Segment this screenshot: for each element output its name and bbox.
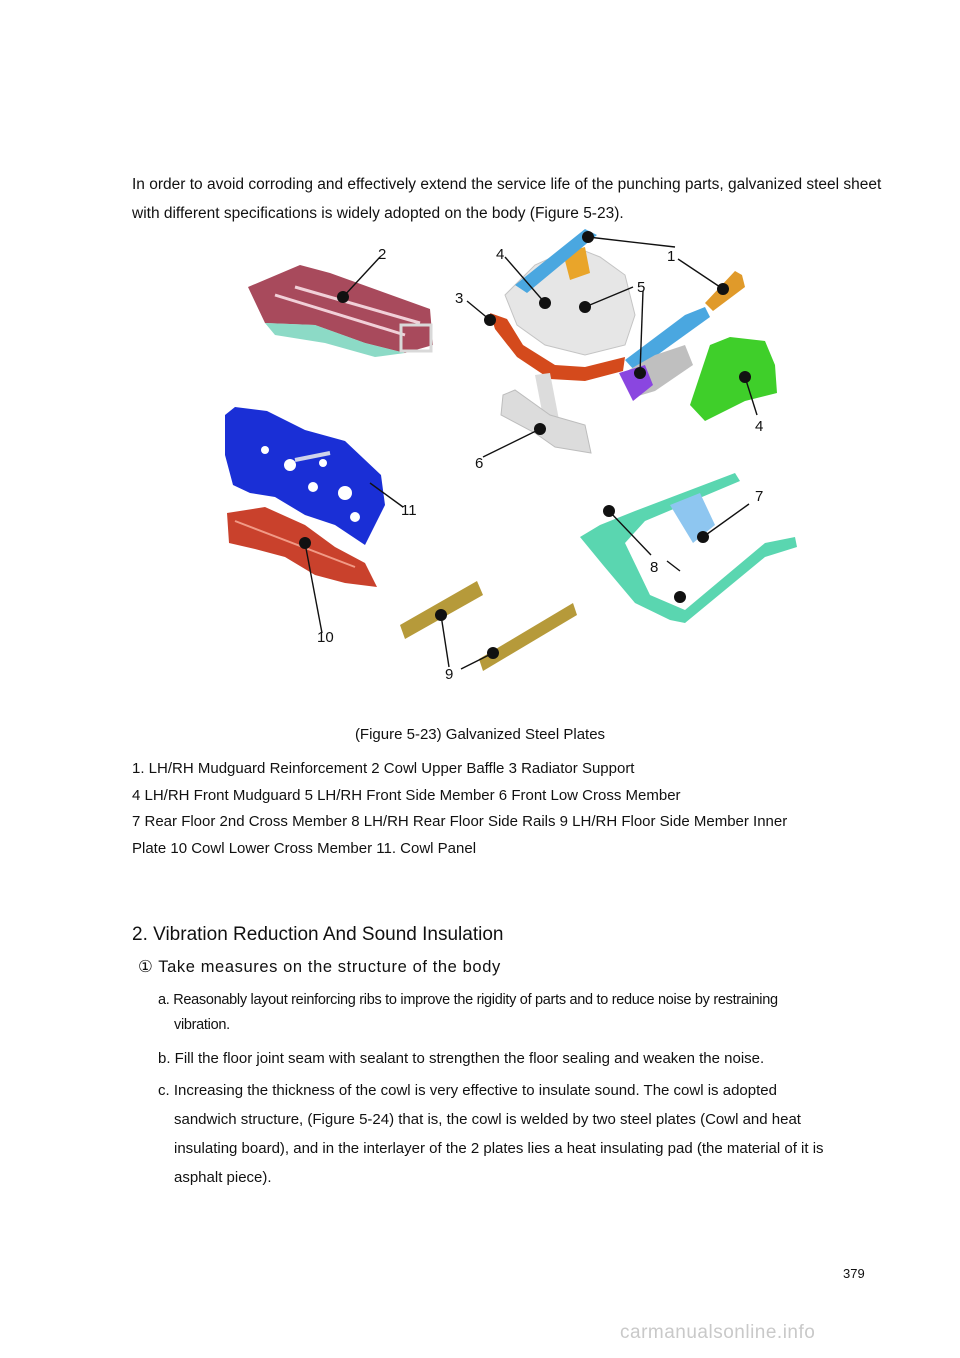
- watermark: carmanualsonline.info: [620, 1322, 816, 1343]
- callout-label-9: 9: [445, 666, 454, 683]
- item-a-line2: vibration.: [174, 1017, 230, 1033]
- callout-label-8: 8: [650, 559, 659, 576]
- callout-label-1: 1: [667, 248, 676, 265]
- figure-caption: (Figure 5-23) Galvanized Steel Plates: [354, 726, 606, 743]
- item-c-line4: asphalt piece).: [174, 1169, 272, 1186]
- legend-line: 4 LH/RH Front Mudguard 5 LH/RH Front Side Member 6 Front Low Cross Member: [132, 786, 681, 804]
- callout-label-4: 4: [496, 246, 505, 263]
- galvanized-steel-figure: [205, 225, 805, 715]
- list-item: [158, 988, 878, 1038]
- callout-label-5: 5: [637, 279, 646, 296]
- item-c-line3: insulating board), and in the interlayer of the 2 plates lies a heat insulating pad (the material of it is: [174, 1140, 824, 1157]
- intro-paragraph: In order to avoid corroding and effectively extend the service life of the punching parts, galvanized steel sheet with different specifications is widely adopted on the body (Figure 5-23).: [132, 176, 882, 222]
- legend-line: 1. LH/RH Mudguard Reinforcement 2 Cowl Upper Baffle 3 Radiator Support: [132, 760, 635, 777]
- subsection-heading: ① Take measures on the structure of the body: [138, 958, 501, 976]
- front-mudguard-part: [690, 337, 777, 421]
- figure-legend: [132, 756, 892, 862]
- item-c-line1: c. Increasing the thickness of the cowl is very effective to insulate sound. The cowl is adopted: [158, 1082, 777, 1099]
- list-item: [158, 1046, 878, 1071]
- page-number: 379: [843, 1266, 865, 1281]
- legend-line: Plate 10 Cowl Lower Cross Member 11. Cowl Panel: [132, 839, 477, 857]
- callout-label-6: 6: [475, 455, 484, 472]
- callout-label-10: 10: [317, 629, 334, 646]
- callout-label-11: 11: [401, 502, 417, 519]
- callout-label-3: 3: [455, 290, 464, 307]
- section-heading: 2. Vibration Reduction And Sound Insulation: [132, 924, 504, 945]
- list-item: [158, 1076, 878, 1192]
- item-c-line2: sandwich structure, (Figure 5-24) that is, the cowl is welded by two steel plates (Cowl and heat: [174, 1111, 801, 1128]
- item-b-text: b. Fill the floor joint seam with sealant to strengthen the floor sealing and weaken the noise.: [158, 1050, 765, 1067]
- item-a-line1: a. Reasonably layout reinforcing ribs to improve the rigidity of parts and to reduce noise by restraining: [158, 992, 778, 1008]
- rear-floor-rails-part: [580, 473, 797, 623]
- legend-line: 7 Rear Floor 2nd Cross Member 8 LH/RH Rear Floor Side Rails 9 LH/RH Floor Side Member Inner: [132, 813, 788, 830]
- callout-label-7: 7: [755, 488, 764, 505]
- callout-label-2: 2: [378, 246, 387, 263]
- cowl-upper-baffle-part: [248, 265, 433, 357]
- floor-side-member-inner-part: [400, 581, 577, 671]
- callout-label-4b: 4: [755, 418, 764, 435]
